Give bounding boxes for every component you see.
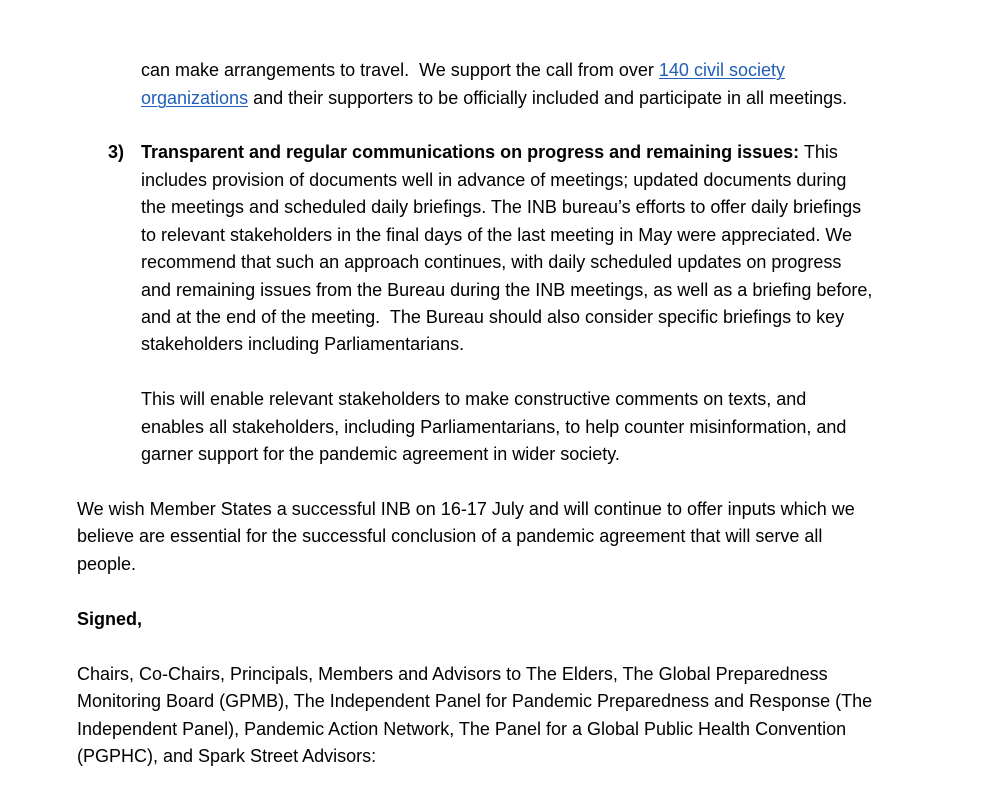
signatories-line-2: Monitoring Board (GPMB), The Independent Panel for Pandemic Preparedness and Response (The [77,691,873,711]
item3-para2-line-1: This will enable relevant stakeholders to make constructive comments on texts, and [141,389,807,409]
closing-line-1: We wish Member States a successful INB on 16-17 July and will continue to offer inputs which we [77,499,855,519]
signed-label: Signed, [77,609,143,629]
item3-line-7: and at the end of the meeting. The Bureau should also consider specific briefings to key [141,307,845,327]
text-span: and their supporters to be officially included and participate in all meetings. [248,88,848,108]
item3-para2-line-2: enables all stakeholders, including Parliamentarians, to help counter misinformation, and [141,417,847,437]
item3-line-5: recommend that such an approach continues, with daily scheduled updates on progress [141,252,842,272]
signatories-line-4: (PGPHC), and Spark Street Advisors: [77,746,377,766]
item3-line-4: to relevant stakeholders in the final days of the last meeting in May were appreciated. We [141,225,853,245]
item3-line-1 [141,141,838,163]
civil-society-link-continued[interactable]: organizations [141,88,249,108]
item3-line-2: includes provision of documents well in advance of meetings; updated documents during [141,170,847,190]
top-paragraph-line-2 [141,87,847,109]
signatories-line-3: Independent Panel), Pandemic Action Network, The Panel for a Global Public Health Convention [77,719,847,739]
civil-society-link[interactable]: 140 civil society [658,60,785,80]
item3-line-3: the meetings and scheduled daily briefings. The INB bureau’s efforts to offer daily briefings [141,197,862,217]
closing-line-2: believe are essential for the successful conclusion of a pandemic agreement that will serve all [77,526,823,546]
text-span: can make arrangements to travel. We support the call from over [141,60,659,80]
top-paragraph-line-1 [141,59,785,81]
item3-line-8: stakeholders including Parliamentarians. [141,334,465,354]
closing-line-3: people. [77,554,137,574]
signatories-line-1: Chairs, Co-Chairs, Principals, Members and Advisors to The Elders, The Global Preparedness [77,664,828,684]
text-span: This [799,142,838,162]
list-number: 3) [108,142,125,162]
item3-heading: Transparent and regular communications on progress and remaining issues: [141,142,800,162]
item3-para2-line-3: garner support for the pandemic agreement in wider society. [141,444,620,464]
item3-line-6: and remaining issues from the Bureau during the INB meetings, as well as a briefing before, [141,280,873,300]
